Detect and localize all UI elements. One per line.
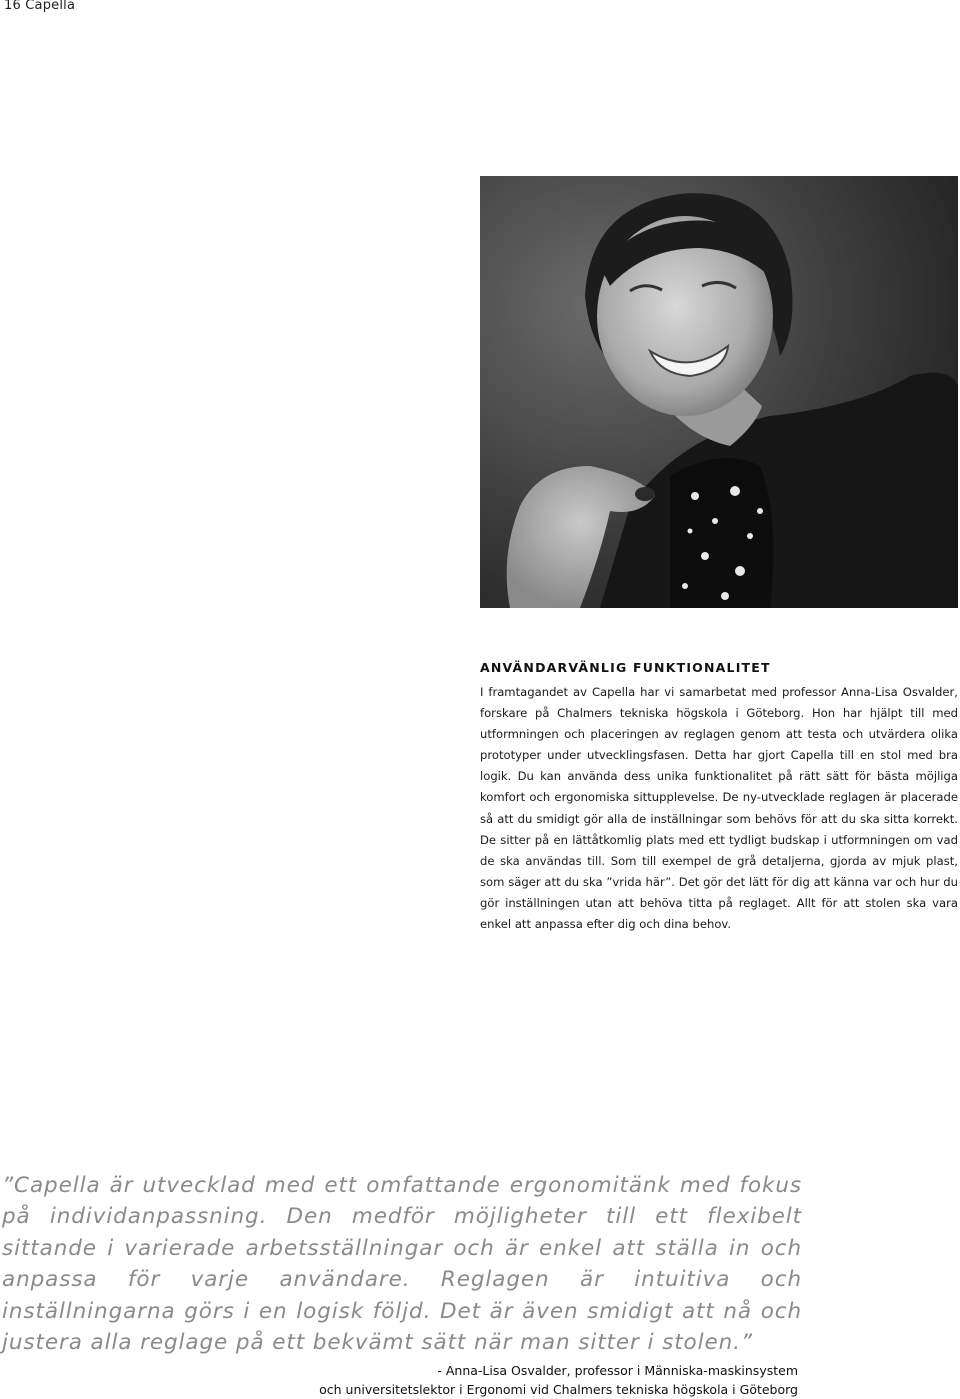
pull-quote: ”Capella är utvecklad med ett omfattande ergonomitänk med fokus på individanpassning. Den medför möjligheter till ett flexibelt sittande i varierade arbetsställningar och är enkel att ställa in och anpassa för varje användare. Reglagen är intuitiva och inställningarna görs i en logisk följd. Det är även smidigt att nå och justera alla reglage på ett bekvämt sätt när man sitter i stolen.”: [2, 1170, 802, 1358]
article-heading: ANVÄNDARVÄNLIG FUNKTIONALITET: [480, 660, 958, 676]
portrait-photo: [480, 176, 958, 608]
page-header: 16 Capella: [4, 0, 75, 13]
attribution-line-1: - Anna-Lisa Osvalder, professor i Människa-maskinsystem: [319, 1362, 798, 1381]
article-section: [480, 660, 958, 935]
quote-attribution: [319, 1362, 798, 1399]
article-body: I framtagandet av Capella har vi samarbetat med professor Anna-Lisa Osvalder, forskare på Chalmers tekniska högskola i Göteborg. Hon har hjälpt till med utformningen och placeringen av reglagen genom att testa och utvärdera olika prototyper under utvecklingsfasen. Detta har gjort Capella till en stol med bra logik. Du kan använda dess unika funktionalitet på rätt sätt för bästa möjliga komfort och ergonomiska sittupplevelse. De ny-utvecklade reglagen är placerade så att du smidigt gör alla de inställningar som behövs för att du ska sitta korrekt. De sitter på en lättåtkomlig plats med ett tydligt budskap i utformningen om vad de ska användas till. Som till exempel de grå detaljerna, gjorda av mjuk plast, som säger att du ska ”vrida här”. Det gör det lätt för dig att känna var och hur du gör inställningen utan att behöva titta på reglaget. Allt för att stolen ska vara enkel att anpassa efter dig och dina behov.: [480, 682, 958, 935]
attribution-line-2: och universitetslektor i Ergonomi vid Chalmers tekniska högskola i Göteborg: [319, 1381, 798, 1399]
